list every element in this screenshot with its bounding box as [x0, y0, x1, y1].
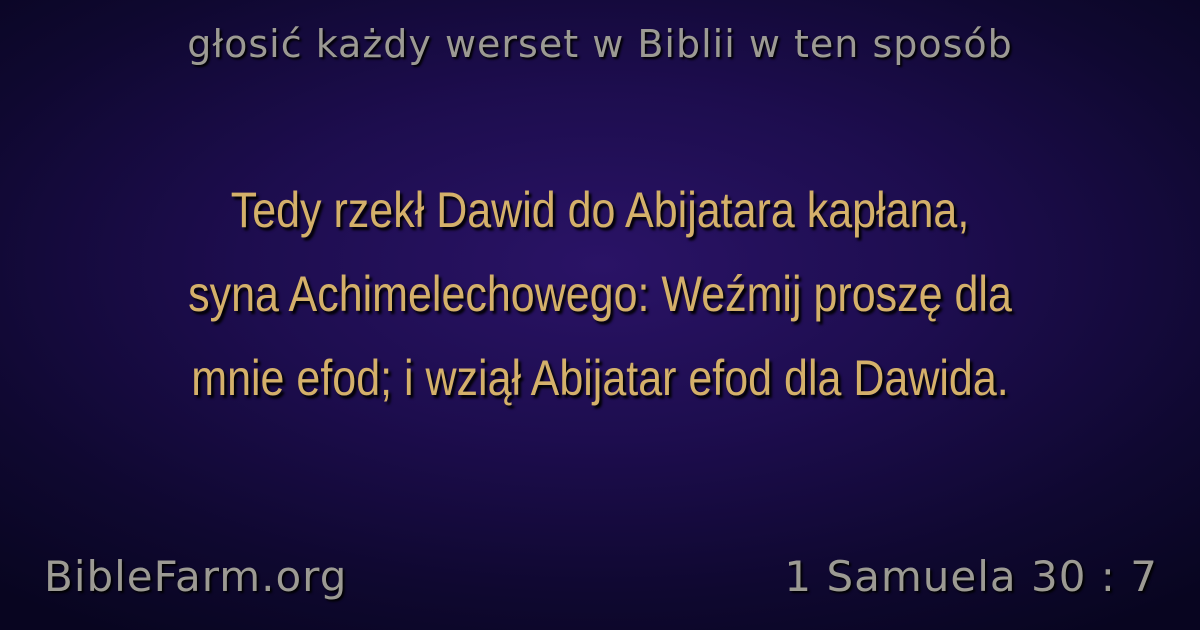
site-name: BibleFarm.org: [44, 552, 348, 601]
verse-line: syna Achimelechowego: Weźmij proszę dla: [188, 266, 1012, 322]
verse-text: [118, 168, 1081, 420]
verse-line: mnie efod; i wziął Abijatar efod dla Dawida.: [191, 350, 1009, 406]
verse-line: Tedy rzekł Dawid do Abijatara kapłana,: [230, 182, 970, 238]
tagline: głosić każdy werset w Biblii w ten sposób: [187, 22, 1013, 66]
verse-reference: 1 Samuela 30 : 7: [784, 552, 1158, 601]
